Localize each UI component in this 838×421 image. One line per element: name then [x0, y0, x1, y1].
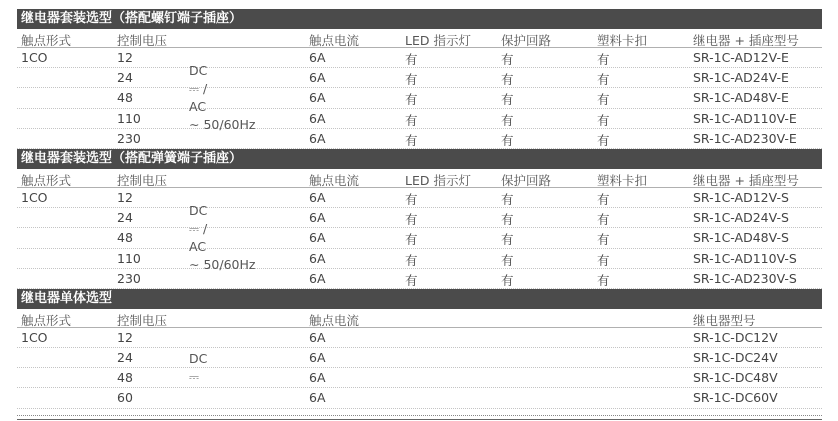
header-plastic-clip: 塑料卡扣 [597, 172, 648, 188]
cell-contact-current: 6A [309, 250, 326, 266]
cell-contact-current: 6A [309, 189, 326, 205]
cell-contact-current: 6A [309, 70, 326, 86]
header-control-voltage: 控制电压 [117, 33, 168, 48]
section-title: 继电器套装选型（搭配螺钉端子插座） [17, 9, 822, 29]
cell-control-voltage: 24 [117, 350, 133, 366]
table-rows [17, 188, 822, 289]
cell-contact-type: 1CO [21, 329, 48, 345]
cell-contact-current: 6A [309, 110, 326, 126]
cell-control-voltage: 12 [117, 189, 133, 205]
cell-protection-circuit: 有 [501, 232, 514, 248]
cell-protection-circuit: 有 [501, 72, 514, 88]
cell-plastic-clip: 有 [597, 52, 610, 67]
header-control-voltage: 控制电压 [117, 312, 168, 328]
header-model-number: 继电器型号 [693, 312, 756, 328]
cell-model-number: SR-1C-AD110V-S [693, 250, 797, 266]
cell-control-voltage: 48 [117, 90, 133, 106]
table-row [17, 388, 822, 408]
cell-led-indicator: 有 [405, 112, 418, 128]
supply-line: DC [189, 351, 208, 367]
cell-model-number: SR-1C-DC60V [693, 390, 778, 406]
cell-model-number: SR-1C-DC48V [693, 370, 778, 386]
header-contact-current: 触点电流 [309, 312, 360, 328]
table-rows [17, 328, 822, 409]
cell-contact-current: 6A [309, 230, 326, 246]
cell-model-number: SR-1C-DC12V [693, 329, 778, 345]
cell-contact-current: 6A [309, 370, 326, 386]
cell-contact-current: 6A [309, 50, 326, 65]
cell-plastic-clip: 有 [597, 232, 610, 248]
supply-line: DC [189, 202, 208, 218]
table-row [17, 88, 822, 108]
supply-type-label [189, 202, 255, 274]
cell-plastic-clip: 有 [597, 112, 610, 128]
table-rows [17, 48, 822, 149]
supply-type-label [189, 62, 255, 134]
table-row [17, 109, 822, 129]
table-row [17, 328, 822, 348]
cell-control-voltage: 60 [117, 390, 133, 406]
cell-protection-circuit: 有 [501, 92, 514, 108]
cell-led-indicator: 有 [405, 92, 418, 108]
supply-line: AC [189, 99, 207, 114]
cell-protection-circuit: 有 [501, 52, 514, 67]
cell-protection-circuit: 有 [501, 112, 514, 128]
table-row [17, 129, 822, 149]
cell-contact-current: 6A [309, 270, 326, 286]
cell-model-number: SR-1C-AD12V-S [693, 189, 789, 205]
header-model-number: 继电器 + 插座型号 [693, 33, 799, 48]
cell-plastic-clip: 有 [597, 212, 610, 228]
supply-line: ⎓ / [189, 81, 208, 96]
cell-control-voltage: 24 [117, 70, 133, 86]
cell-model-number: SR-1C-AD48V-E [693, 90, 789, 106]
cell-model-number: SR-1C-AD230V-E [693, 130, 797, 146]
table-row [17, 269, 822, 289]
table-row [17, 208, 822, 228]
cell-model-number: SR-1C-AD230V-S [693, 270, 797, 286]
table-row [17, 48, 822, 68]
header-contact-type: 触点形式 [21, 312, 72, 328]
cell-led-indicator: 有 [405, 272, 418, 288]
cell-control-voltage: 12 [117, 50, 133, 65]
cell-control-voltage: 48 [117, 230, 133, 246]
cell-plastic-clip: 有 [597, 272, 610, 288]
supply-line: ∼ 50/60Hz [189, 117, 256, 132]
cell-contact-current: 6A [309, 90, 326, 106]
section-1 [17, 9, 822, 149]
cell-contact-type: 1CO [21, 189, 48, 205]
cell-plastic-clip: 有 [597, 252, 610, 268]
cell-led-indicator: 有 [405, 232, 418, 248]
cell-model-number: SR-1C-DC24V [693, 350, 778, 366]
column-header-row [17, 29, 822, 48]
cell-model-number: SR-1C-AD24V-S [693, 210, 789, 226]
cell-protection-circuit: 有 [501, 191, 514, 207]
cell-protection-circuit: 有 [501, 212, 514, 228]
cell-control-voltage: 230 [117, 270, 141, 286]
header-contact-current: 触点电流 [309, 172, 360, 188]
cell-contact-current: 6A [309, 130, 326, 146]
supply-line: ⎓ [189, 369, 199, 385]
column-header-row [17, 309, 822, 328]
cell-led-indicator: 有 [405, 212, 418, 228]
table-row [17, 68, 822, 88]
cell-protection-circuit: 有 [501, 132, 514, 148]
header-contact-type: 触点形式 [21, 33, 72, 48]
header-protection-circuit: 保护回路 [501, 33, 552, 48]
cell-contact-current: 6A [309, 350, 326, 366]
column-header-row [17, 169, 822, 188]
cell-plastic-clip: 有 [597, 132, 610, 148]
cell-control-voltage: 110 [117, 110, 141, 126]
header-model-number: 继电器 + 插座型号 [693, 172, 799, 188]
bottom-dotted-rule [17, 415, 822, 416]
cell-protection-circuit: 有 [501, 272, 514, 288]
header-protection-circuit: 保护回路 [501, 172, 552, 188]
header-control-voltage: 控制电压 [117, 172, 168, 188]
cell-plastic-clip: 有 [597, 191, 610, 207]
cell-control-voltage: 230 [117, 130, 141, 146]
supply-line: ∼ 50/60Hz [189, 256, 256, 272]
table-row [17, 368, 822, 388]
cell-led-indicator: 有 [405, 132, 418, 148]
cell-model-number: SR-1C-AD24V-E [693, 70, 789, 86]
section-title: 继电器套装选型（搭配弹簧端子插座） [17, 149, 822, 169]
cell-model-number: SR-1C-AD12V-E [693, 50, 789, 65]
cell-protection-circuit: 有 [501, 252, 514, 268]
table-row [17, 188, 822, 208]
cell-led-indicator: 有 [405, 252, 418, 268]
header-contact-type: 触点形式 [21, 172, 72, 188]
supply-line: AC [189, 238, 207, 254]
cell-control-voltage: 48 [117, 370, 133, 386]
table-row [17, 228, 822, 248]
header-led-indicator: LED 指示灯 [405, 172, 471, 188]
header-plastic-clip: 塑料卡扣 [597, 33, 648, 48]
cell-led-indicator: 有 [405, 72, 418, 88]
table-row [17, 348, 822, 368]
section-2 [17, 149, 822, 289]
cell-model-number: SR-1C-AD48V-S [693, 230, 789, 246]
table-row [17, 249, 822, 269]
cell-led-indicator: 有 [405, 52, 418, 67]
cell-contact-current: 6A [309, 329, 326, 345]
relay-selection-document [17, 9, 822, 409]
cell-control-voltage: 110 [117, 250, 141, 266]
supply-line: DC [189, 63, 208, 78]
supply-line: ⎓ / [189, 220, 208, 236]
bottom-solid-rule [17, 419, 822, 420]
cell-plastic-clip: 有 [597, 72, 610, 88]
header-contact-current: 触点电流 [309, 33, 360, 48]
cell-contact-type: 1CO [21, 50, 48, 65]
cell-contact-current: 6A [309, 210, 326, 226]
cell-plastic-clip: 有 [597, 92, 610, 108]
header-led-indicator: LED 指示灯 [405, 33, 471, 48]
section-title: 继电器单体选型 [17, 289, 822, 309]
supply-type-label [189, 350, 207, 386]
cell-contact-current: 6A [309, 390, 326, 406]
cell-control-voltage: 24 [117, 210, 133, 226]
cell-led-indicator: 有 [405, 191, 418, 207]
cell-control-voltage: 12 [117, 329, 133, 345]
section-3 [17, 289, 822, 409]
cell-model-number: SR-1C-AD110V-E [693, 110, 797, 126]
